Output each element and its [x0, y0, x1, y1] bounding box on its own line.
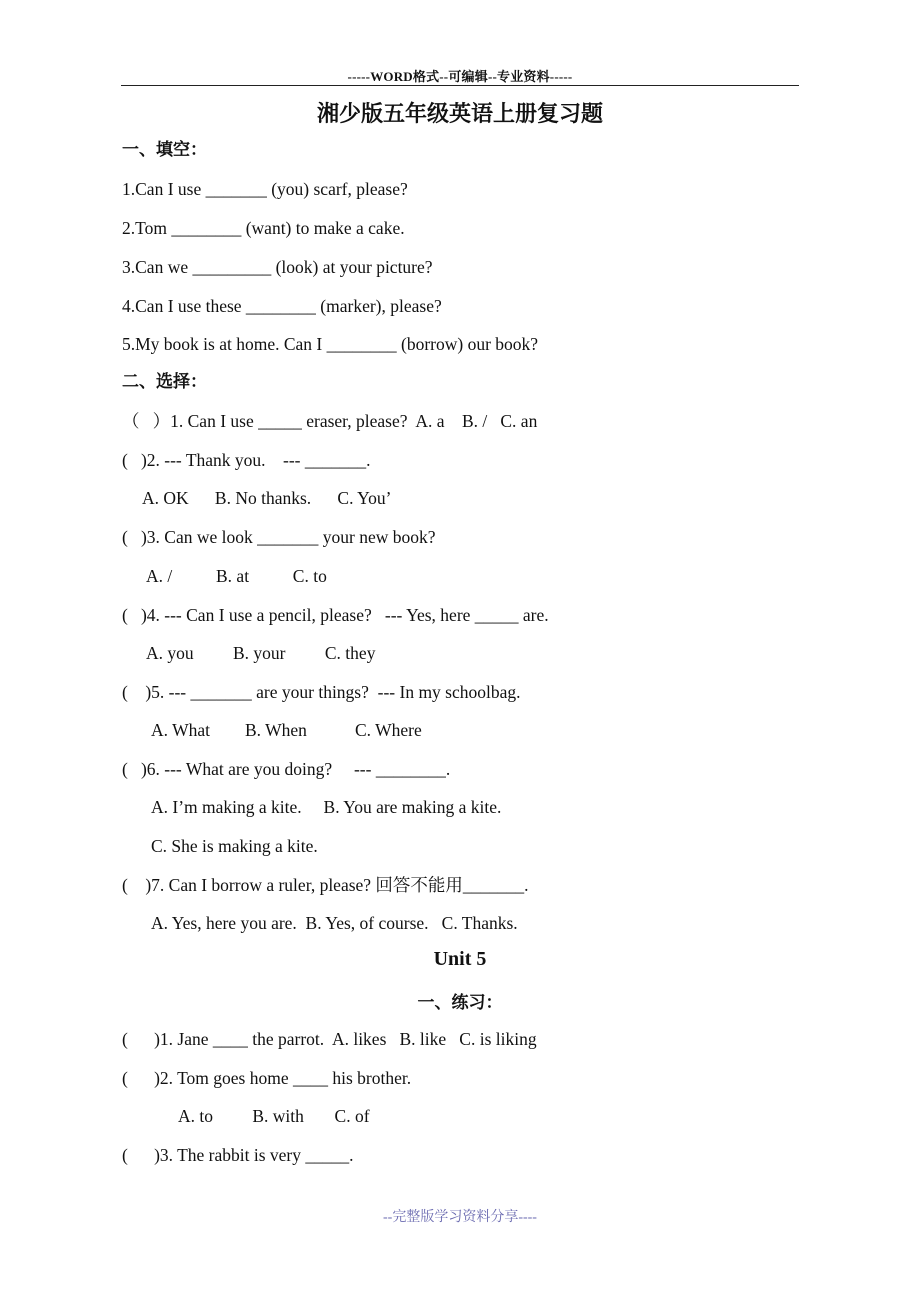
unit-question-3: ( )3. The rabbit is very _____.: [122, 1145, 354, 1165]
fill-question-5: 5.My book is at home. Can I ________ (borrow) our book?: [122, 334, 539, 354]
page-title: 湘少版五年级英语上册复习题: [316, 102, 603, 127]
fill-question-2: 2.Tom ________ (want) to make a cake.: [122, 218, 405, 238]
unit-title: Unit 5: [433, 948, 487, 970]
page-header: -----WORD格式--可编辑--专业资料-----: [347, 69, 573, 84]
choice-question-5: ( )5. --- _______ are your things? --- In my schoolbag.: [122, 682, 521, 702]
header-rule: [121, 85, 799, 86]
fill-question-4: 4.Can I use these ________ (marker), please?: [122, 296, 442, 316]
page-footer: --完整版学习资料分享----: [383, 1210, 537, 1225]
choice-question-6: ( )6. --- What are you doing? --- ________.: [122, 759, 451, 779]
choice-options-7: A. Yes, here you are. B. Yes, of course. C. Thanks.: [151, 913, 518, 933]
fill-question-3: 3.Can we _________ (look) at your picture?: [122, 257, 433, 277]
choice-options-2: A. OK B. No thanks. C. You’: [142, 488, 392, 508]
choice-options-6b: C. She is making a kite.: [151, 836, 318, 856]
unit-section-heading: 一、练习：: [417, 993, 503, 1013]
section-heading-choice: 二、选择：: [122, 372, 207, 392]
choice-options-5: A. What B. When C. Where: [151, 720, 422, 740]
choice-question-3: ( )3. Can we look _______ your new book?: [122, 527, 436, 547]
choice-options-6a: A. I’m making a kite. B. You are making a kite.: [151, 797, 502, 817]
unit-question-2: ( )2. Tom goes home ____ his brother.: [122, 1068, 412, 1088]
section-heading-fill-in: 一、填空：: [122, 140, 207, 160]
fill-question-1: 1.Can I use _______ (you) scarf, please?: [122, 179, 408, 199]
choice-question-7: ( )7. Can I borrow a ruler, please? 回答不能用_______.: [122, 875, 529, 895]
choice-question-1: （ ）1. Can I use _____ eraser, please? A. a B. / C. an: [122, 411, 538, 431]
choice-options-3: A. / B. at C. to: [146, 566, 327, 586]
choice-options-4: A. you B. your C. they: [146, 643, 376, 663]
choice-question-2: ( )2. --- Thank you. --- _______.: [122, 450, 371, 470]
choice-question-4: ( )4. --- Can I use a pencil, please? --- Yes, here _____ are.: [122, 605, 549, 625]
unit-options-2: A. to B. with C. of: [178, 1106, 370, 1126]
unit-question-1: ( )1. Jane ____ the parrot. A. likes B. like C. is liking: [122, 1029, 537, 1049]
